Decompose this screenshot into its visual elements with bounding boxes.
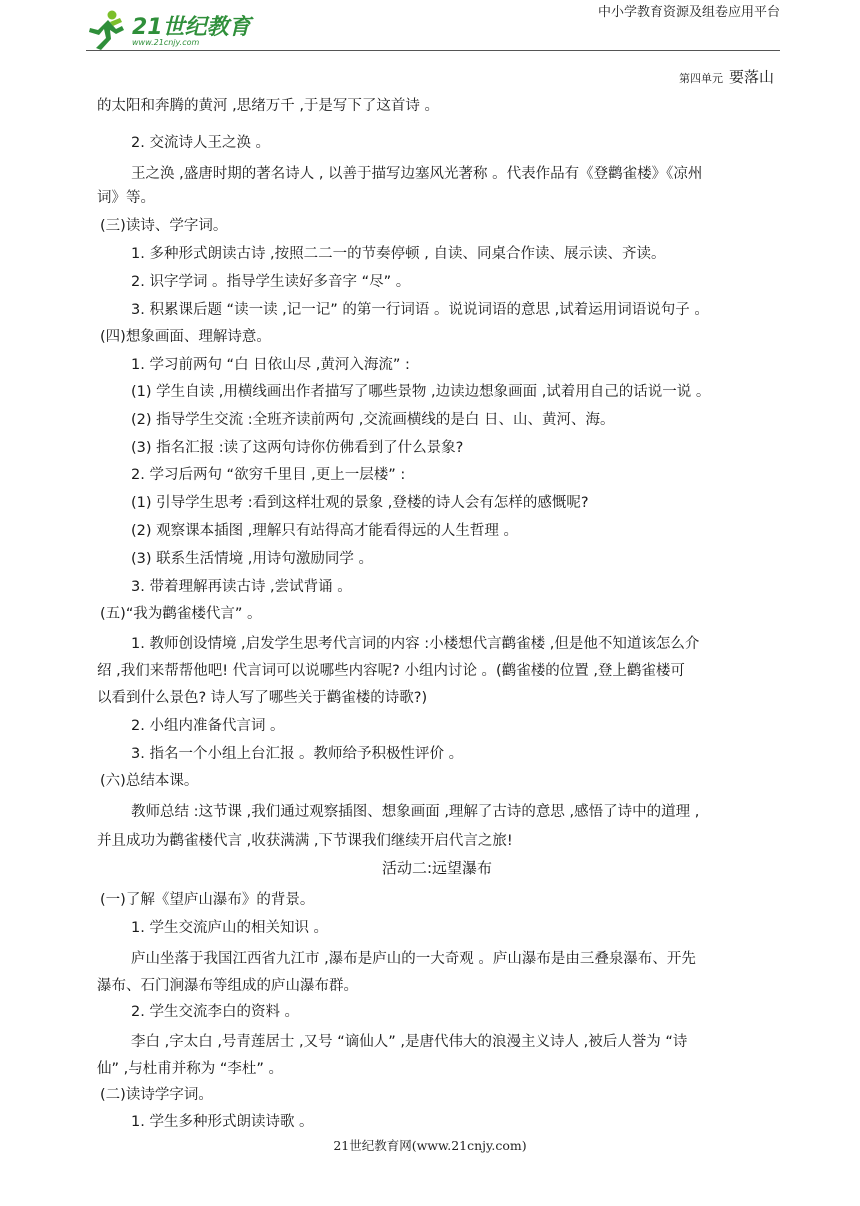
- text-line: 以看到什么景色? 诗人写了哪些关于鹳雀楼的诗歌?): [97, 690, 428, 706]
- list-item: (2) 指导学生交流 :全班齐读前两句 ,交流画横线的是白 日、山、黄河、海。: [131, 412, 615, 428]
- text-line: 绍 ,我们来帮帮他吧! 代言词可以说哪些内容呢? 小组内讨论 。(鹳雀楼的位置 ,登上鹳雀楼可: [97, 663, 685, 679]
- logo: [86, 8, 251, 52]
- text-line: 词》等。: [97, 190, 155, 206]
- list-item: 1. 学生多种形式朗读诗歌 。: [131, 1114, 314, 1130]
- list-item: (1) 引导学生思考 :看到这样壮观的景象 ,登楼的诗人会有怎样的感慨呢?: [131, 495, 589, 511]
- list-item: (3) 联系生活情境 ,用诗句激励同学 。: [131, 551, 373, 567]
- logo-url: www.21cnjy.com: [132, 38, 200, 47]
- list-item: (3) 指名汇报 :读了这两句诗你仿佛看到了什么景象?: [131, 440, 464, 456]
- header-divider: [86, 50, 780, 51]
- unit-label: 第四单元: [678, 72, 723, 85]
- list-item: 1. 教师创设情境 ,启发学生思考代言词的内容 :小楼想代言鹳雀楼 ,但是他不知道该怎么介: [131, 636, 700, 652]
- text-line: 庐山坐落于我国江西省九江市 ,瀑布是庐山的一大奇观 。庐山瀑布是由三叠泉瀑布、开先: [131, 951, 696, 967]
- unit-topic: 要落山: [728, 68, 774, 86]
- list-item: 1. 多种形式朗读古诗 ,按照二二一的节奏停顿 , 自读、同桌合作读、展示读、齐读。: [131, 246, 666, 262]
- text-line: 教师总结 :这节课 ,我们通过观察插图、想象画面 ,理解了古诗的意思 ,感悟了诗中的道理 ,: [131, 804, 700, 820]
- list-item: 1. 学习前两句 “白 日依山尽 ,黄河入海流” :: [131, 357, 410, 373]
- list-item: (1) 学生自读 ,用横线画出作者描写了哪些景物 ,边读边想象画面 ,试着用自己的话说一说 。: [131, 384, 711, 400]
- section-heading: (三)读诗、学字词。: [100, 218, 228, 234]
- logo-text: 21世纪教育: [132, 15, 251, 40]
- list-item: 2. 识字学词 。指导学生读好多音字 “尽” 。: [131, 274, 411, 290]
- section-heading: (二)读诗学字词。: [100, 1087, 213, 1103]
- text-line: 瀑布、石门涧瀑布等组成的庐山瀑布群。: [97, 978, 358, 994]
- platform-name: 中小学教育资源及组卷应用平台: [597, 5, 780, 20]
- text-line: 王之涣 ,盛唐时期的著名诗人 , 以善于描写边塞风光著称 。代表作品有《登鹳雀楼》《凉州: [131, 166, 703, 182]
- list-item: 2. 小组内准备代言词 。: [131, 718, 285, 734]
- page-footer: 21世纪教育网(www.21cnjy.com): [333, 1138, 527, 1153]
- list-item: 3. 带着理解再读古诗 ,尝试背诵 。: [131, 579, 352, 595]
- section-heading: (五)“我为鹳雀楼代言” 。: [100, 606, 262, 622]
- section-heading: (一)了解《望庐山瀑布》的背景。: [100, 892, 315, 908]
- list-item: (2) 观察课本插图 ,理解只有站得高才能看得远的人生哲理 。: [131, 523, 518, 539]
- list-item: 2. 学生交流李白的资料 。: [131, 1004, 300, 1020]
- section-heading: (四)想象画面、理解诗意。: [100, 329, 271, 345]
- text-line: 仙” ,与杜甫并称为 “李杜” 。: [97, 1061, 283, 1077]
- text-line: 李白 ,字太白 ,号青莲居士 ,又号 “谪仙人” ,是唐代伟大的浪漫主义诗人 ,被后人誉为 “诗: [131, 1034, 688, 1050]
- list-item: 2. 交流诗人王之涣 。: [131, 135, 271, 151]
- unit-header: [679, 66, 774, 87]
- list-item: 3. 积累课后题 “读一读 ,记一记” 的第一行词语 。说说词语的意思 ,试着运用词语说句子 。: [131, 302, 709, 318]
- text-line: 的太阳和奔腾的黄河 ,思绪万千 ,于是写下了这首诗 。: [97, 98, 440, 114]
- runner-logo-icon: [86, 8, 130, 52]
- activity-title: 活动二:远望瀑布: [381, 859, 493, 877]
- list-item: 2. 学习后两句 “欲穷千里目 ,更上一层楼” :: [131, 467, 406, 483]
- section-heading: (六)总结本课。: [100, 773, 199, 789]
- list-item: 1. 学生交流庐山的相关知识 。: [131, 920, 329, 936]
- text-line: 并且成功为鹳雀楼代言 ,收获满满 ,下节课我们继续开启代言之旅!: [97, 833, 513, 849]
- list-item: 3. 指名一个小组上台汇报 。教师给予积极性评价 。: [131, 746, 464, 762]
